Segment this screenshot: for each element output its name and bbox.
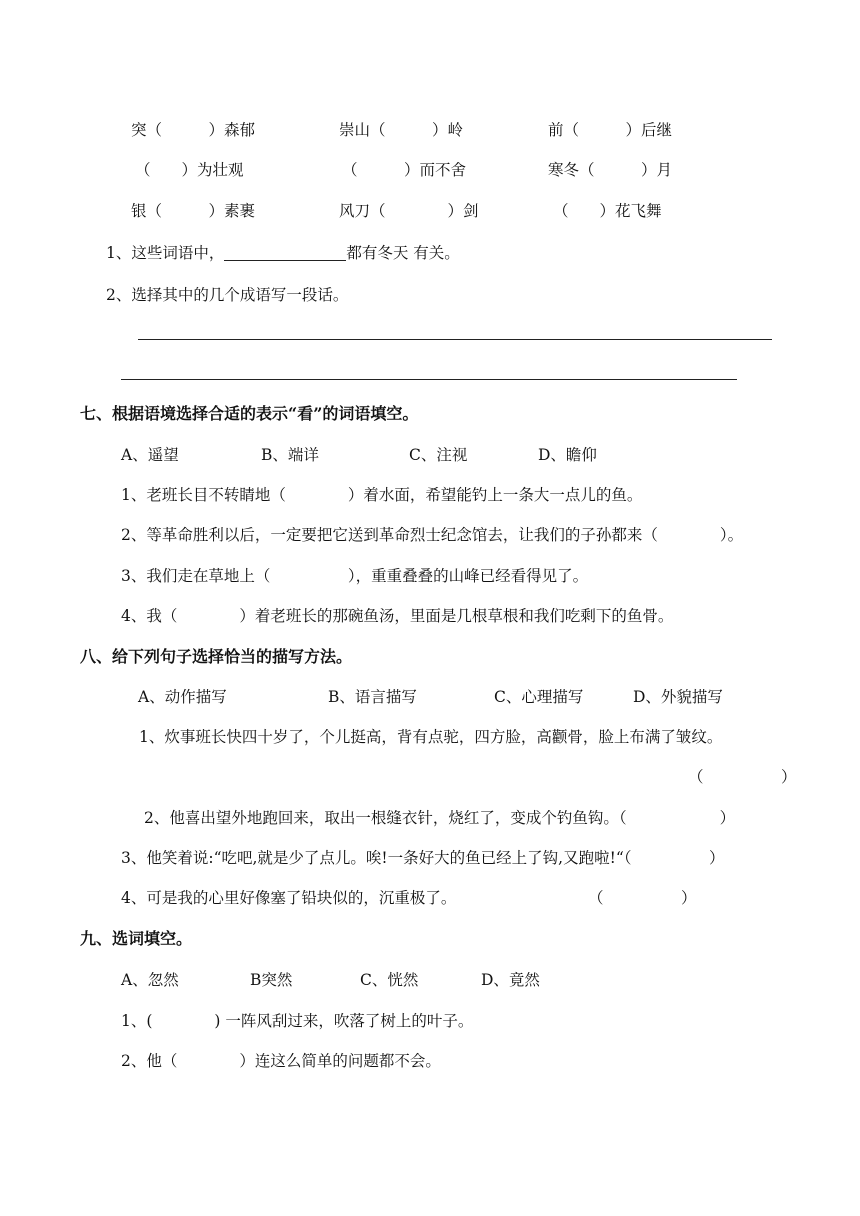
sec8-question-4-answer: （ ） bbox=[588, 889, 697, 907]
sec9-question-2: 2、他（ ）连这么简单的问题都不会。 bbox=[121, 1052, 441, 1070]
q6-q1-text-after: 都有冬天 有关。 bbox=[346, 244, 460, 262]
idiom-7: 银（ ）素裹 bbox=[131, 202, 256, 220]
section-8-title: 八、给下列句子选择恰当的描写方法。 bbox=[80, 647, 353, 666]
sec8-question-4: 4、可是我的心里好像塞了铅块似的，沉重极了。 bbox=[121, 889, 457, 907]
idiom-9: （ ）花飞舞 bbox=[553, 202, 662, 220]
sec8-option-d: D、外貌描写 bbox=[633, 688, 723, 706]
q6-question-1 bbox=[106, 243, 460, 263]
q6-q1-blank[interactable] bbox=[224, 244, 346, 261]
sec7-question-3: 3、我们走在草地上（ ），重重叠叠的山峰已经看得见了。 bbox=[121, 567, 589, 585]
sec9-option-b: B突然 bbox=[250, 971, 293, 989]
sec9-question-1: 1、( ) 一阵风刮过来，吹落了树上的叶子。 bbox=[121, 1012, 474, 1030]
section-9-title: 九、选词填空。 bbox=[80, 929, 193, 948]
sec7-question-1: 1、老班长目不转睛地（ ）着水面，希望能钓上一条大一点儿的鱼。 bbox=[121, 486, 643, 504]
sec8-question-1-answer: （ ） bbox=[688, 768, 797, 786]
sec7-option-b: B、端详 bbox=[261, 446, 319, 464]
sec9-option-a: A、忽然 bbox=[121, 971, 179, 989]
sec8-option-a: A、动作描写 bbox=[138, 688, 227, 706]
idiom-1: 突（ ）森郁 bbox=[131, 121, 256, 139]
sec8-question-3: 3、他笑着说:“吃吧,就是少了点儿。唉!一条好大的鱼已经上了钩,又跑啦!“（ ） bbox=[121, 849, 725, 867]
idiom-4: （ ）为壮观 bbox=[135, 161, 244, 179]
section-7-title: 七、根据语境选择合适的表示“看”的词语填空。 bbox=[80, 404, 419, 423]
writing-line-1[interactable] bbox=[138, 339, 772, 340]
writing-line-2[interactable] bbox=[121, 379, 737, 380]
sec7-option-c: C、注视 bbox=[409, 446, 468, 464]
sec7-question-2: 2、等革命胜利以后，一定要把它送到革命烈士纪念馆去，让我们的子孙都来（ ）。 bbox=[121, 526, 744, 544]
sec7-option-d: D、瞻仰 bbox=[538, 446, 597, 464]
idiom-3: 前（ ）后继 bbox=[548, 121, 673, 139]
q6-question-2: 2、选择其中的几个成语写一段话。 bbox=[106, 286, 349, 304]
sec8-question-1: 1、炊事班长快四十岁了，个儿挺高，背有点驼，四方脸，高颧骨，脸上布满了皱纹。 bbox=[139, 728, 723, 746]
idiom-8: 风刀（ ）剑 bbox=[339, 202, 479, 220]
sec9-option-c: C、恍然 bbox=[360, 971, 419, 989]
sec9-option-d: D、竟然 bbox=[481, 971, 540, 989]
sec8-option-b: B、语言描写 bbox=[328, 688, 417, 706]
idiom-6: 寒冬（ ）月 bbox=[548, 161, 673, 179]
sec8-option-c: C、心理描写 bbox=[494, 688, 584, 706]
idiom-2: 崇山（ ）岭 bbox=[339, 121, 464, 139]
q6-q1-text-before: 1、这些词语中， bbox=[106, 244, 225, 262]
idiom-5: （ ）而不舍 bbox=[342, 161, 467, 179]
sec7-option-a: A、遥望 bbox=[121, 446, 179, 464]
sec8-question-2: 2、他喜出望外地跑回来，取出一根缝衣针，烧红了，变成个钓鱼钩。（ ） bbox=[144, 809, 736, 827]
sec7-question-4: 4、我（ ）着老班长的那碗鱼汤，里面是几根草根和我们吃剩下的鱼骨。 bbox=[121, 607, 674, 625]
